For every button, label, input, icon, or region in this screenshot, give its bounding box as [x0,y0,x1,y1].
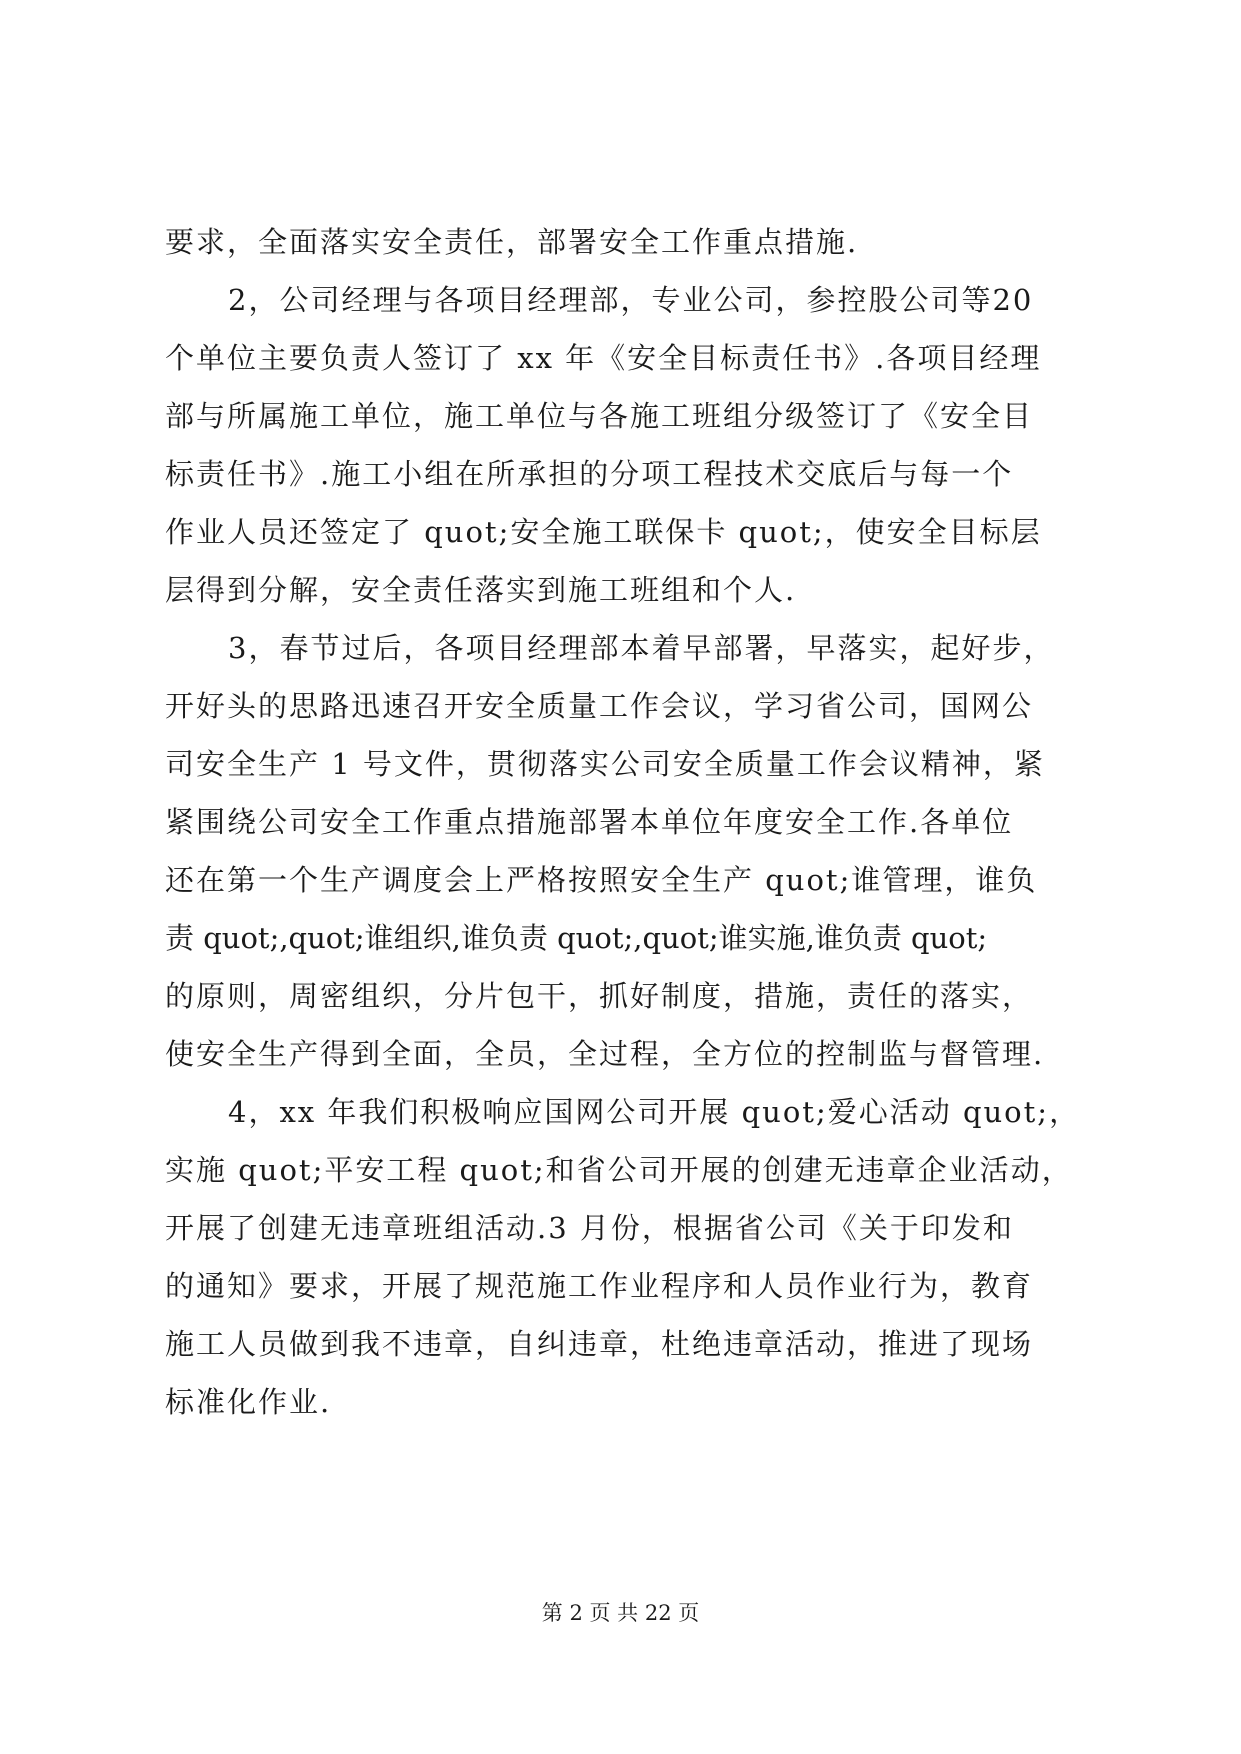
text-line: 紧围绕公司安全工作重点措施部署本单位年度安全工作.各单位 [165,805,1014,839]
text-line: 的原则，周密组织，分片包干，抓好制度，措施，责任的落实， [165,979,1034,1013]
text-line: 责 quot;,quot;谁组织,谁负责 quot;,quot;谁实施,谁负责 quot; [165,921,988,955]
text-line: 司安全生产 1 号文件，贯彻落实公司安全质量工作会议精神，紧 [165,747,1045,781]
text-line: 标责任书》.施工小组在所承担的分项工程技术交底后与每一个 [165,457,1014,491]
text-line: 施工人员做到我不违章，自纠违章，杜绝违章活动，推进了现场 [165,1327,1034,1361]
text-line: 还在第一个生产调度会上严格按照安全生产 quot;谁管理，谁负 [165,863,1038,897]
text-line: 层得到分解，安全责任落实到施工班组和个人. [165,573,797,607]
paragraph-2-start: 2，公司经理与各项目经理部，专业公司，参控股公司等20 [228,283,1034,317]
text-line: 作业人员还签定了 quot;安全施工联保卡 quot;，使安全目标层 [165,515,1042,549]
text-line: 使安全生产得到全面，全员，全过程，全方位的控制监与督管理. [165,1037,1045,1071]
paragraph-3-start: 3，春节过后，各项目经理部本着早部署，早落实，起好步， [228,631,1055,665]
text-line: 开好头的思路迅速召开安全质量工作会议，学习省公司，国网公 [165,689,1034,723]
text-line: 部与所属施工单位，施工单位与各施工班组分级签订了《安全目 [165,399,1034,433]
text-line: 标准化作业. [165,1385,332,1419]
text-line: 要求，全面落实安全责任，部署安全工作重点措施. [165,225,859,259]
text-line: 实施 quot;平安工程 quot;和省公司开展的创建无违章企业活动， [165,1153,1073,1187]
paragraph-4-start: 4，xx 年我们积极响应国网公司开展 quot;爱心活动 quot;， [228,1095,1081,1129]
text-line: 个单位主要负责人签订了 xx 年《安全目标责任书》.各项目经理 [165,341,1042,375]
text-line: 开展了创建无违章班组活动.3 月份，根据省公司《关于印发和 [165,1211,1014,1245]
page-number-footer: 第 2 页 共 22 页 [541,1601,700,1625]
text-line: 的通知》要求，开展了规范施工作业程序和人员作业行为，教育 [165,1269,1034,1303]
